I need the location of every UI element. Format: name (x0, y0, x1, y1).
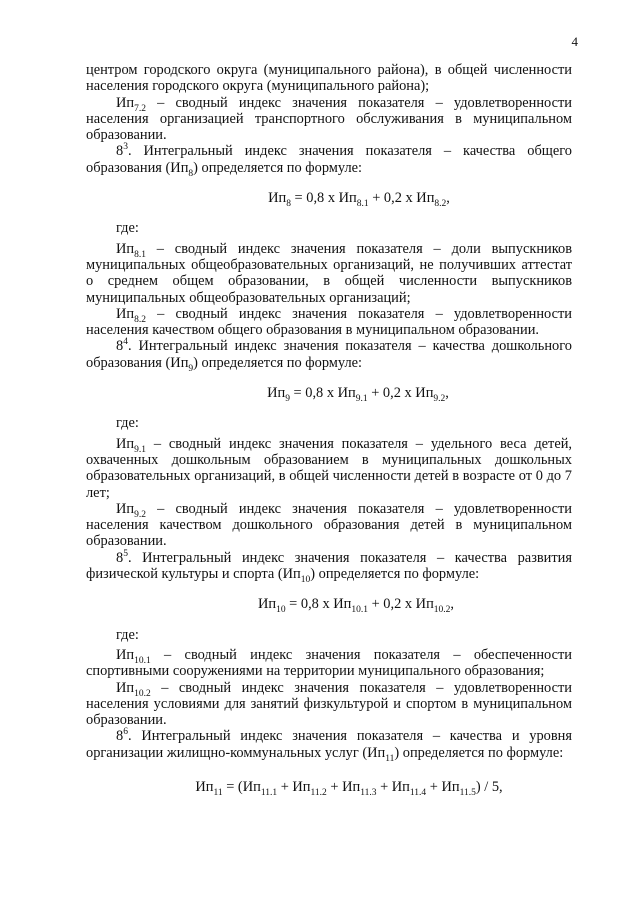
definition-ip10-1: $Ип_{10.1}$ – сводный индекс значения показателя – обеспеченности спортивными сооружениями на территории муниципального образования; (86, 646, 572, 680)
formula-ip10: $Ип_{10} = 0,8$ х $Ип_{10.1} + 0,2$ х $Ип_{10.2}$, (257, 596, 455, 616)
paragraph: центром городского округа (муниципального района), в общей численности населения городского округа (муниципального района); (86, 62, 572, 95)
definition-ip8-1: $Ип_{8.1}$ – сводный индекс значения показателя – доли выпускников муниципальных общеобразовательных организаций, не получивших аттестат о среднем общем образовании, в общей численности выпускников муниципальных общеобразовательных организаций; (86, 240, 572, 306)
where-label: где: (116, 220, 139, 237)
formula-ip9: $Ип_9 = 0,8$ х $Ип_{9.1} + 0,2$ х $Ип_{9.2}$, (267, 385, 449, 404)
where-label: где: (116, 626, 139, 643)
definition-ip8-2: $Ип_{8.2}$ – сводный индекс значения показателя – удовлетворенности населения качеством общего образования в муниципальном образовании. (86, 305, 572, 339)
paragraph: $Ип_{7.2}$ – сводный индекс значения показателя – удовлетворенности населения организацией транспортного обслуживания в муниципальном образовании. (86, 94, 572, 144)
section-8-3: $8^3$. Интегральный индекс значения показателя – качества общего образования $(Ип_8)$ определяется по формуле: (86, 142, 572, 179)
section-8-4: $8^4$. Интегральный индекс значения показателя – качества дошкольного образования $(Ип_9)$ определяется по формуле: (86, 337, 572, 374)
section-8-6: $8^6$. Интегральный индекс значения показателя – качества и уровня организации жилищно-коммунальных услуг $(Ип_{11})$ определяется по формуле: (86, 727, 572, 764)
where-label: где: (116, 415, 139, 432)
definition-ip9-1: $Ип_{9.1}$ – сводный индекс значения показателя – удельного веса детей, охваченных дошкольным образованием в муниципальных дошкольных образовательных организаций, в общей численности детей в возрасте от 0 до 7 лет; (86, 435, 572, 501)
formula-ip11: $Ип_{11} = (Ип_{11.1} + Ип_{11.2} + Ип_{11.3} + Ип_{11.4} + Ип_{11.5}) / 5$, (195, 778, 503, 798)
formula-ip8: $Ип_8 = 0,8$ х $Ип_{8.1} + 0,2$ х $Ип_{8.2}$, (268, 190, 450, 209)
page-number: 4 (571, 34, 578, 49)
definition-ip10-2: $Ип_{10.2}$ – сводный индекс значения показателя – удовлетворенности населения условиями для занятий физкультурой и спортом в муниципальном образовании. (86, 679, 572, 729)
definition-ip9-2: $Ип_{9.2}$ – сводный индекс значения показателя – удовлетворенности населения качеством дошкольного образования детей в муниципальном образовании. (86, 500, 572, 550)
section-8-5: $8^5$. Интегральный индекс значения показателя – качества развития физической культуры и спорта $(Ип_{10})$ определяется по формуле: (86, 548, 572, 585)
document-body (86, 62, 572, 809)
